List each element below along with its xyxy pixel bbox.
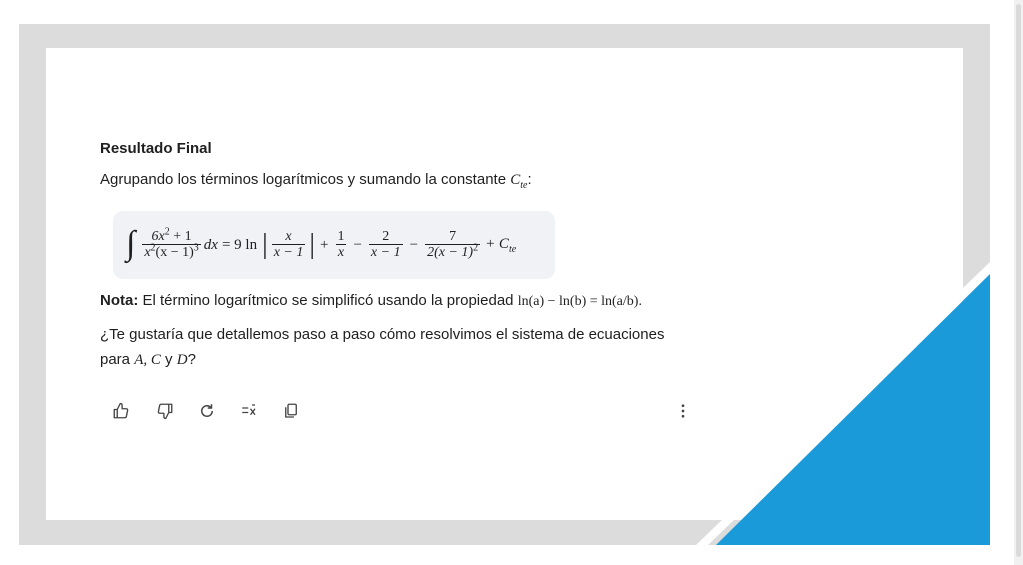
question-vars: A, C xyxy=(134,352,161,368)
scrollbar-thumb[interactable] xyxy=(1016,4,1021,557)
fraction-one-over-x: $\frac{1}{x}$ xyxy=(337,229,345,260)
equals-coefficient: = 9 ln xyxy=(221,236,258,253)
fraction-seven: $\frac{7}{2(x - 1)^2}$ xyxy=(427,229,479,260)
intro-text: Agrupando los términos logarítmicos y sumando la constante xyxy=(100,171,507,188)
note-formula: ln(a) − ln(b) = ln(a/b). xyxy=(517,294,642,309)
note-label: Nota: xyxy=(100,292,139,309)
question-line-2: para A, C y D? xyxy=(100,351,196,368)
question-d: D xyxy=(176,352,188,368)
intro-line: Agrupando los términos logarítmicos y sumando la constante $C_{te}$: xyxy=(100,171,532,191)
blue-triangle xyxy=(716,274,990,545)
plus-constant: + C xyxy=(485,235,509,252)
dx: dx xyxy=(203,236,218,253)
integral-formula: ∫ $\frac{6x^2 + 1}{x^2(x - 1)^3}$ dx = 9 ln | $\frac{x}{x - 1}$ | + $\frac{1}{x}$ − $\frac{2}{x - 1}$ − $\frac{7}{2(x - 1)^2}$ + $C_{te}$ xyxy=(126,225,517,262)
constant-symbol: C xyxy=(510,172,521,188)
abs-fraction: $\frac{x}{x - 1}$ xyxy=(273,229,304,260)
fraction-two: $\frac{2}{x - 1}$ xyxy=(370,229,401,260)
result-heading: Resultado Final xyxy=(100,140,212,157)
integral-sign: ∫ xyxy=(126,225,136,262)
note-text: El término logarítmico se simplificó usando la propiedad xyxy=(138,292,518,309)
question-line-1: ¿Te gustaría que detallemos paso a paso cómo resolvimos el sistema de ecuaciones xyxy=(100,326,665,343)
constant-subscript: te xyxy=(520,180,528,191)
integrand-fraction: $\frac{6x^2 + 1}{x^2(x - 1)^3}$ xyxy=(144,226,199,260)
